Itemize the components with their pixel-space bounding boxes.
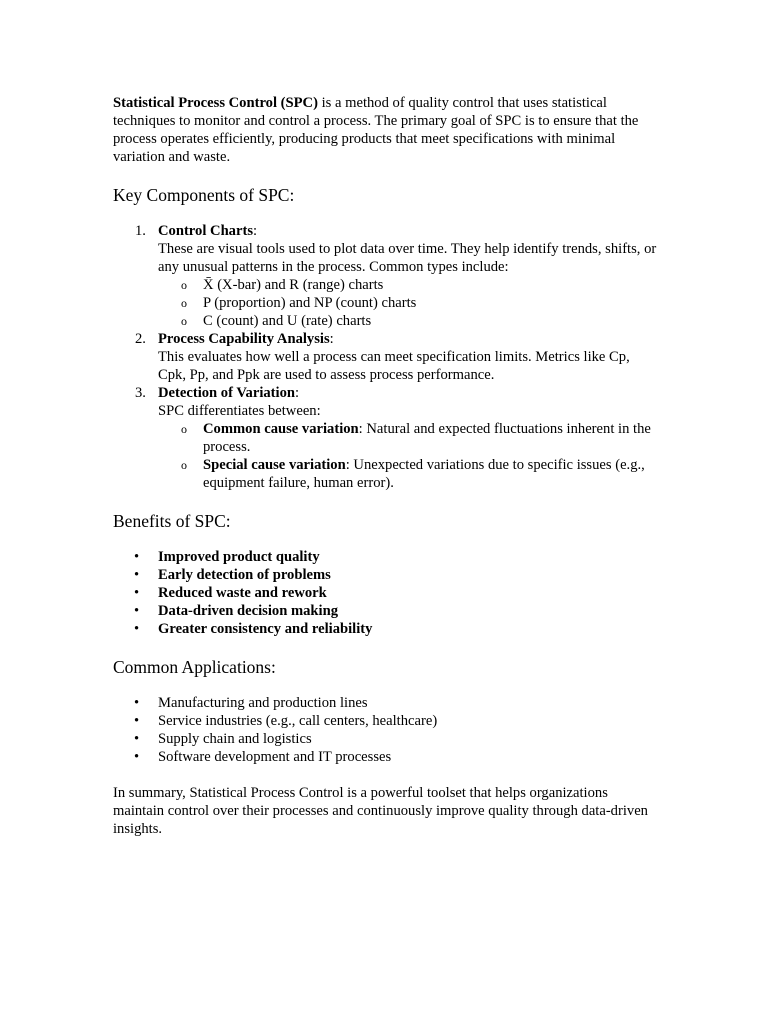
sub-list-item bbox=[158, 420, 661, 456]
application-item bbox=[113, 712, 661, 730]
component-description: SPC differentiates between: bbox=[158, 403, 321, 419]
sub-item-text: C (count) and U (rate) charts bbox=[203, 313, 372, 329]
title-colon: : bbox=[253, 223, 258, 239]
applications-list bbox=[113, 694, 661, 766]
benefits-heading: Benefits of SPC: bbox=[113, 511, 231, 531]
benefit-text: Reduced waste and rework bbox=[158, 585, 327, 601]
benefit-text: Greater consistency and reliability bbox=[158, 621, 373, 637]
sub-item-text: : Unexpected variations due to specific issues (e.g., equipment failure, human error). bbox=[203, 457, 645, 491]
bullet-marker: • bbox=[134, 695, 140, 711]
sub-bullet-marker: o bbox=[181, 296, 187, 310]
bullet-marker: • bbox=[134, 603, 140, 619]
application-text: Software development and IT processes bbox=[158, 749, 392, 765]
list-number: 3. bbox=[135, 385, 146, 401]
title-colon: : bbox=[295, 385, 300, 401]
sub-bullet-marker: o bbox=[181, 278, 187, 292]
sub-list-item bbox=[158, 456, 661, 492]
benefit-item bbox=[113, 620, 661, 638]
key-components-list bbox=[113, 222, 661, 492]
application-item bbox=[113, 730, 661, 748]
document-page bbox=[113, 94, 661, 838]
component-title: Detection of Variation bbox=[158, 385, 296, 401]
component-item-detection-of-variation bbox=[113, 384, 661, 492]
application-text: Service industries (e.g., call centers, healthcare) bbox=[158, 713, 438, 729]
component-item-control-charts bbox=[113, 222, 661, 330]
application-item bbox=[113, 694, 661, 712]
sub-item-text: : Natural and expected fluctuations inherent in the process. bbox=[203, 421, 651, 455]
component-description: These are visual tools used to plot data over time. They help identify trends, shifts, or any unusual patterns in the process. Common types include: bbox=[158, 241, 657, 275]
component-title: Process Capability Analysis bbox=[158, 331, 330, 347]
sub-item-bold: Common cause variation bbox=[203, 421, 359, 437]
benefit-item bbox=[113, 584, 661, 602]
sub-list-item bbox=[158, 312, 661, 330]
intro-text: is a method of quality control that uses statistical techniques to monitor and control a process. The primary goal of SPC is to ensure that the process operates efficiently, producing products that meet specifications with minimal variation and waste. bbox=[113, 95, 639, 165]
benefit-item bbox=[113, 566, 661, 584]
sub-list-item bbox=[158, 294, 661, 312]
list-number: 2. bbox=[135, 331, 146, 347]
benefit-text: Early detection of problems bbox=[158, 567, 331, 583]
intro-paragraph bbox=[113, 94, 661, 166]
application-item bbox=[113, 748, 661, 766]
intro-term: Statistical Process Control (SPC) bbox=[113, 95, 318, 111]
bullet-marker: • bbox=[134, 749, 140, 765]
summary-paragraph: In summary, Statistical Process Control is a powerful toolset that helps organizations maintain control over their processes and continuously improve quality through data-driven insights. bbox=[113, 785, 648, 837]
sub-list-item bbox=[158, 276, 661, 294]
component-item-process-capability bbox=[113, 330, 661, 384]
variation-types-list bbox=[158, 420, 661, 492]
benefit-text: Data-driven decision making bbox=[158, 603, 338, 619]
sub-bullet-marker: o bbox=[181, 314, 187, 328]
component-description: This evaluates how well a process can meet specification limits. Metrics like Cp, Cpk, Pp, and Ppk are used to assess process performance. bbox=[158, 349, 630, 383]
sub-item-text: X̄ (X-bar) and R (range) charts bbox=[203, 277, 384, 293]
list-number: 1. bbox=[135, 223, 146, 239]
sub-item-text: P (proportion) and NP (count) charts bbox=[203, 295, 417, 311]
key-components-heading: Key Components of SPC: bbox=[113, 185, 295, 205]
benefit-item bbox=[113, 548, 661, 566]
sub-bullet-marker: o bbox=[181, 458, 187, 472]
bullet-marker: • bbox=[134, 549, 140, 565]
sub-item-bold: Special cause variation bbox=[203, 457, 346, 473]
sub-bullet-marker: o bbox=[181, 422, 187, 436]
applications-heading: Common Applications: bbox=[113, 657, 276, 677]
bullet-marker: • bbox=[134, 713, 140, 729]
bullet-marker: • bbox=[134, 585, 140, 601]
bullet-marker: • bbox=[134, 731, 140, 747]
benefits-list bbox=[113, 548, 661, 638]
benefit-text: Improved product quality bbox=[158, 549, 320, 565]
application-text: Manufacturing and production lines bbox=[158, 695, 368, 711]
component-title: Control Charts bbox=[158, 223, 253, 239]
benefit-item bbox=[113, 602, 661, 620]
bullet-marker: • bbox=[134, 621, 140, 637]
bullet-marker: • bbox=[134, 567, 140, 583]
title-colon: : bbox=[329, 331, 334, 347]
application-text: Supply chain and logistics bbox=[158, 731, 312, 747]
chart-types-list bbox=[158, 276, 661, 330]
